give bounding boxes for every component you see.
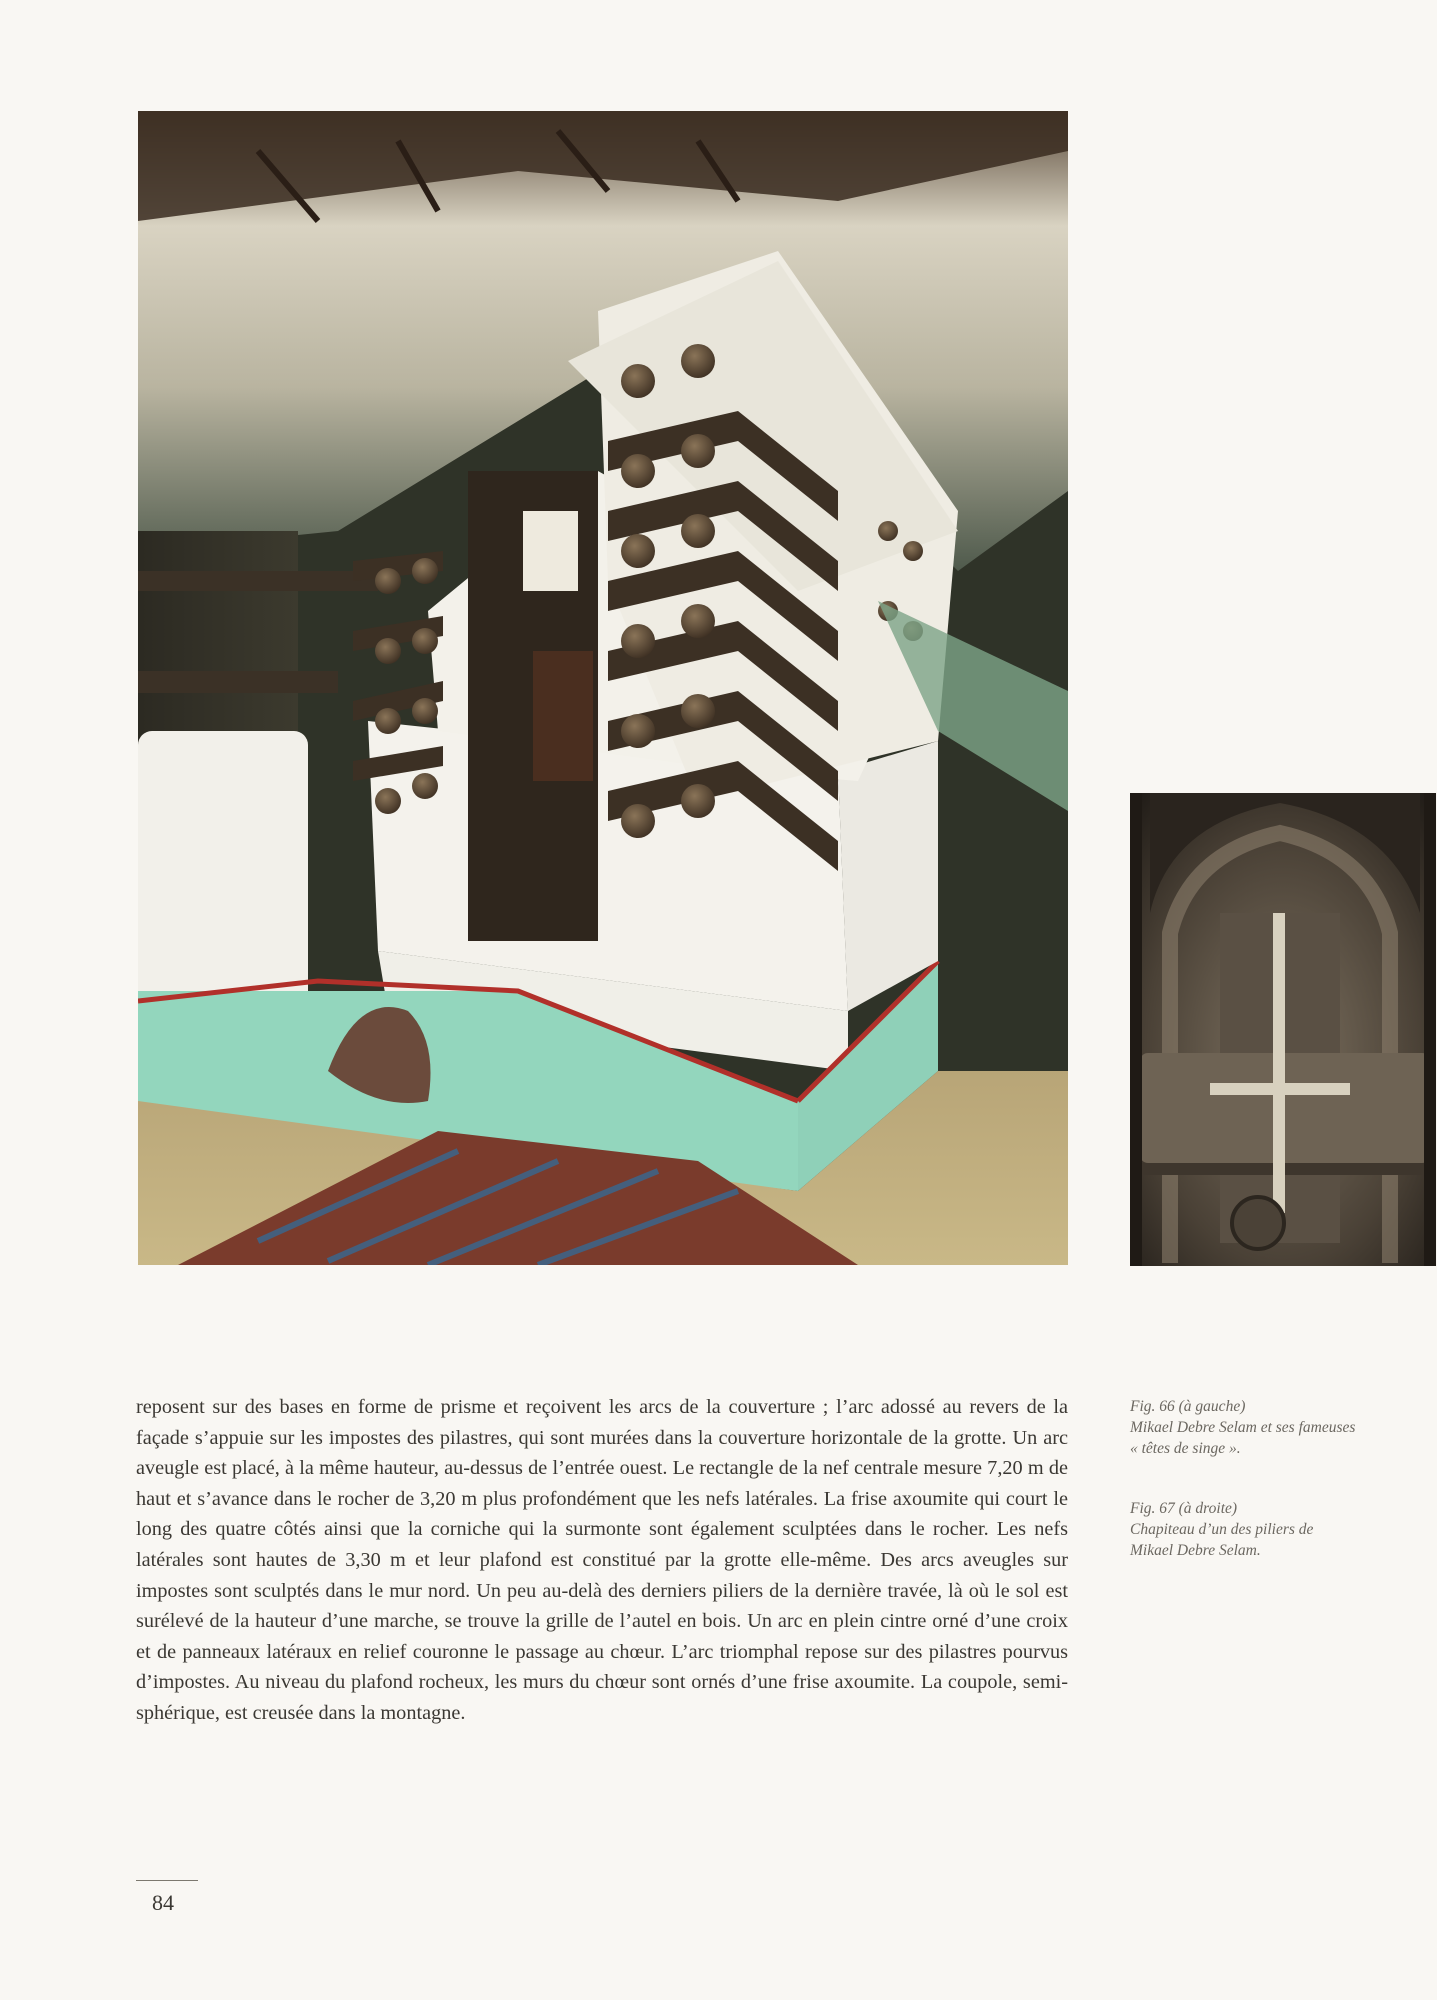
figure-66-caption-text: Mikael Debre Selam et ses fameuses « têtes de singe ». [1130,1419,1356,1457]
figure-67-caption-text: Chapiteau d’un des piliers de Mikael Debre Selam. [1130,1521,1314,1559]
pillar-capital-image [1130,793,1436,1266]
body-paragraph: reposent sur des bases en forme de prisme et reçoivent les arcs de la couverture ; l’arc adossé au revers de la façade s’appuie sur les impostes des pilastres, qui sont murées dans la couverture horizontale de la grotte. Un arc aveugle est placé, à la même hauteur, au-dessus de l’entrée ouest. Le rectangle de la nef centrale mesure 7,20 m de haut et s’avance dans le rocher de 3,20 m plus profondément que les nefs latérales. La frise axoumite qui court le long des quatre côtés ainsi que la corniche qui la surmonte sont également sculptées dans le rocher. Les nefs latérales sont hautes de 3,30 m et leur plafond est constitué par la grotte elle-même. Des arcs aveugles sur impostes sont sculptés dans le mur nord. Un peu au-delà des derniers piliers de la dernière travée, là où le sol est surélevé de la hauteur d’une marche, se trouve la grille de l’autel en bois. Un arc en plein cintre orné d’une croix et de panneaux latéraux en relief couronne le passage au chœur. L’arc triomphal repose sur des pilastres pourvus d’impostes. Au niveau du plafond rocheux, les murs du chœur sont ornés d’une frise axoumite. La coupole, semi-sphérique, est creusée dans la montagne. [136,1396,1068,1724]
church-facade-image [138,111,1068,1265]
figure-66-photo [138,111,1068,1265]
figure-67-photo [1130,793,1436,1266]
page-number-rule [136,1880,198,1881]
page-number: 84 [152,1890,174,1915]
figure-67-caption [1130,1498,1360,1561]
figure-67-label: Fig. 67 (à droite) [1130,1500,1238,1517]
figure-66-label: Fig. 66 (à gauche) [1130,1398,1246,1415]
figure-66-caption [1130,1396,1360,1459]
